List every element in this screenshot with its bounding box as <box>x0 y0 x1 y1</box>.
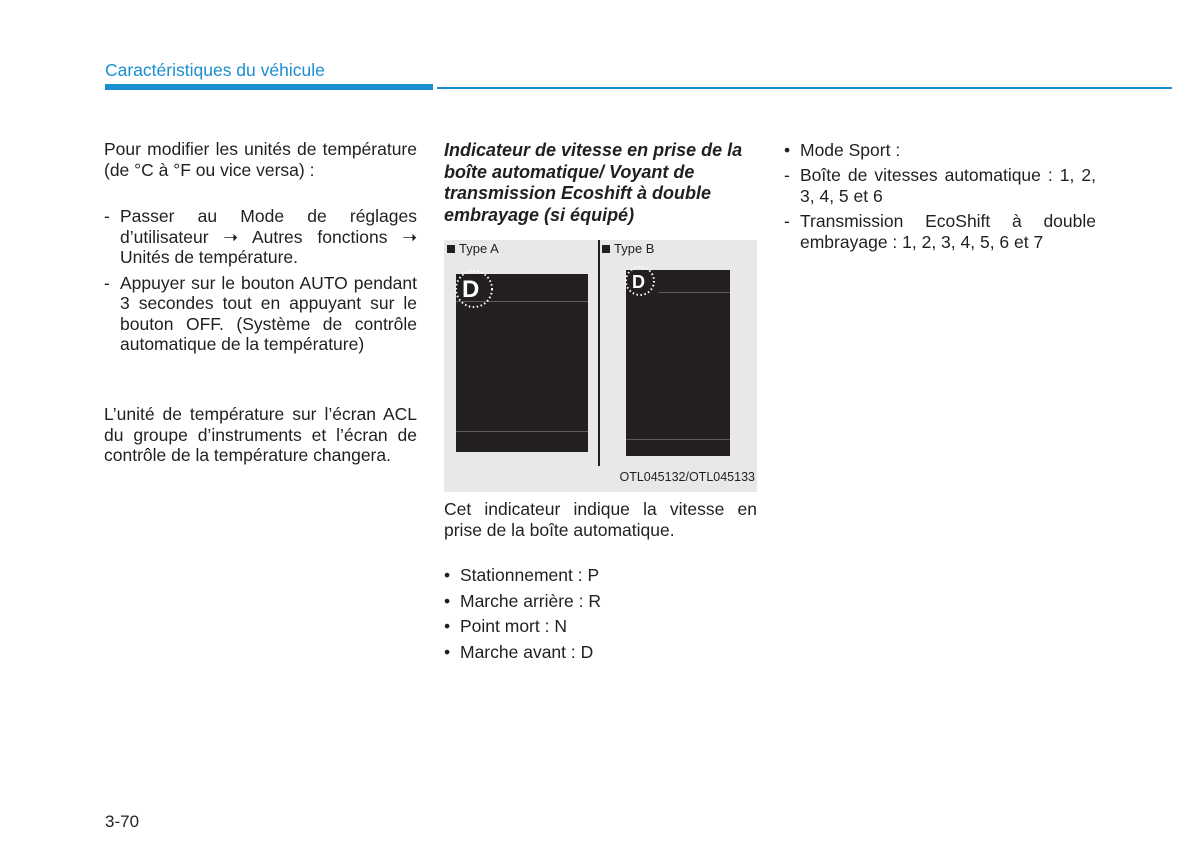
figure-label-type-a <box>447 241 499 256</box>
dash-marker: - <box>784 165 790 185</box>
bullet-marker: • <box>444 616 451 636</box>
temperature-units-intro: Pour modifier les unités de température (de °C à °F ou vice versa) : <box>104 139 417 180</box>
screen-divider-line <box>658 292 730 293</box>
page-number: 3-70 <box>105 812 140 831</box>
list-item <box>104 206 417 268</box>
bullet-marker: • <box>444 641 451 662</box>
bullet-marker: • <box>444 565 451 585</box>
temperature-units-steps <box>104 206 417 360</box>
dash-marker: - <box>104 206 110 226</box>
square-bullet-icon <box>602 245 610 253</box>
gear-indicator-heading: Indicateur de vitesse en prise de la boîte automatique/ Voyant de transmission Ecoshift à double embrayage (si équipé) <box>444 140 743 225</box>
list-item <box>444 591 757 612</box>
type-a-cluster-screen <box>456 274 588 452</box>
dash-marker: - <box>104 272 110 293</box>
gear-position-text: Point mort : N <box>460 616 567 636</box>
step-text: Appuyer sur le bouton AUTO pendant 3 secondes tout en appuyant sur le bouton OFF. (Système de contrôle automatique de la température) <box>120 272 417 354</box>
temperature-units-outro: L’unité de température sur l’écran ACL du groupe d’instruments et l’écran de contrôle de la température changera. <box>104 404 417 465</box>
gear-indicator-figure <box>444 240 757 492</box>
list-item <box>104 273 417 355</box>
gear-positions-list <box>444 565 757 662</box>
list-item <box>444 642 757 663</box>
header-rule-thin <box>437 87 1172 89</box>
list-item <box>784 165 1096 206</box>
sport-mode-list <box>784 140 1096 161</box>
type-b-cluster-screen <box>626 270 730 456</box>
sport-mode-item: Transmission EcoShift à double embrayage : 1, 2, 3, 4, 5, 6 et 7 <box>800 211 1096 252</box>
bullet-marker: • <box>784 140 791 160</box>
figure-label-type-b <box>602 241 654 256</box>
bullet-marker: • <box>444 590 451 611</box>
screen-divider-line <box>626 439 730 440</box>
square-bullet-icon <box>447 245 455 253</box>
gear-position-text: Stationnement : P <box>460 565 600 585</box>
type-b-label: Type B <box>614 241 655 256</box>
type-a-gear-letter: D <box>462 276 480 303</box>
figure-code: OTL045132/OTL045133 <box>619 470 755 484</box>
list-item <box>784 211 1096 252</box>
list-item <box>784 140 1096 161</box>
gear-position-text: Marche avant : D <box>460 641 594 662</box>
list-item <box>444 616 757 637</box>
header-rule-thick <box>105 84 433 90</box>
step-text: Passer au Mode de réglages d’utilisateur ➝ Autres fonctions ➝ Unités de température. <box>120 206 417 267</box>
type-b-gear-letter: D <box>632 272 645 292</box>
section-title: Caractéristiques du véhicule <box>105 60 325 80</box>
screen-divider-line <box>456 431 588 432</box>
type-a-label: Type A <box>459 241 499 256</box>
list-item <box>444 565 757 586</box>
figure-divider <box>598 240 600 466</box>
sport-mode-label: Mode Sport : <box>800 140 901 160</box>
gear-position-text: Marche arrière : R <box>460 590 602 611</box>
sport-mode-gears <box>784 165 1096 257</box>
sport-mode-item: Boîte de vitesses automatique : 1, 2, 3, 4, 5 et 6 <box>800 165 1096 206</box>
dash-marker: - <box>784 211 790 231</box>
gear-indicator-description: Cet indicateur indique la vitesse en prise de la boîte automatique. <box>444 499 757 540</box>
